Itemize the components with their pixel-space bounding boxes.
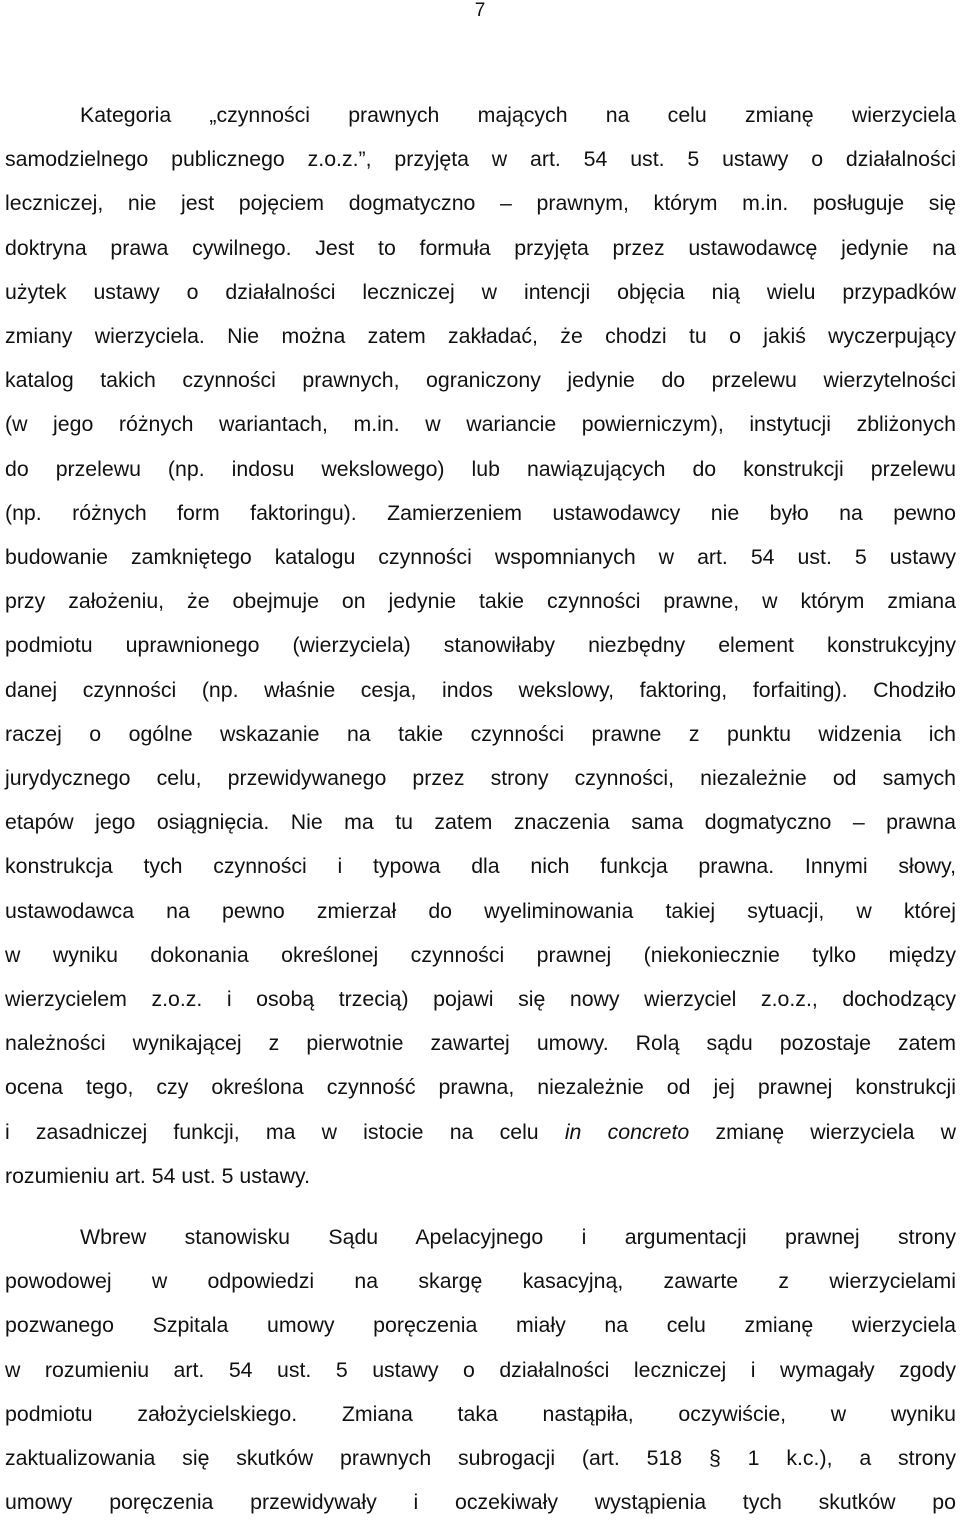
text-line: należności wynikającej z pierwotnie zawartej umowy. Rolą sądu pozostaje zatem [5, 1031, 956, 1056]
text-line: zmiany wierzyciela. Nie można zatem zakładać, że chodzi tu o jakiś wyczerpujący [5, 324, 956, 349]
text-line: powodowej w odpowiedzi na skargę kasacyjną, zawarte z wierzycielami [5, 1269, 956, 1294]
text-line: umowy poręczenia przewidywały i oczekiwały wystąpienia tych skutków po [5, 1490, 956, 1515]
text-line: rozumieniu art. 54 ust. 5 ustawy. [5, 1163, 310, 1188]
text-line: podmiotu założycielskiego. Zmiana taka nastąpiła, oczywiście, w wyniku [5, 1401, 956, 1426]
paragraph-1 [5, 93, 956, 1198]
text-line: przy założeniu, że obejmuje on jedynie takie czynności prawne, w którym zmiana [5, 589, 956, 614]
text-line: raczej o ogólne wskazanie na takie czynności prawne z punktu widzenia ich [5, 721, 956, 746]
page-number: 7 [474, 0, 486, 21]
text-line-with-italic [5, 1110, 956, 1154]
text-line: budowanie zamkniętego katalogu czynności wspomnianych w art. 54 ust. 5 ustawy [5, 545, 956, 570]
text-line: wierzycielem z.o.z. i osobą trzecią) pojawi się nowy wierzyciel z.o.z., dochodzący [5, 987, 956, 1012]
text-line: Kategoria „czynności prawnych mających na celu zmianę wierzyciela [80, 103, 956, 127]
text-line: pozwanego Szpitala umowy poręczenia miały na celu zmianę wierzyciela [5, 1313, 956, 1338]
italic-phrase: in concreto [564, 1119, 690, 1144]
line-segment: zmianę wierzyciela w [689, 1119, 956, 1144]
text-line: doktryna prawa cywilnego. Jest to formuła przyjęta przez ustawodawcę jedynie na [5, 235, 956, 260]
text-line: leczniczej, nie jest pojęciem dogmatyczno – prawnym, którym m.in. posługuje się [5, 191, 956, 216]
text-line: samodzielnego publicznego z.o.z.”, przyjęta w art. 54 ust. 5 ustawy o działalności [5, 147, 956, 172]
text-line: podmiotu uprawnionego (wierzyciela) stanowiłaby niezbędny element konstrukcyjny [5, 633, 956, 658]
paragraph-2 [5, 1215, 956, 1524]
text-line: ustawodawca na pewno zmierzał do wyeliminowania takiej sytuacji, w której [5, 898, 956, 923]
text-line: do przelewu (np. indosu wekslowego) lub nawiązujących do konstrukcji przelewu [5, 456, 956, 481]
text-line: Wbrew stanowisku Sądu Apelacyjnego i argumentacji prawnej strony [80, 1225, 956, 1249]
text-line: etapów jego osiągnięcia. Nie ma tu zatem znaczenia sama dogmatyczno – prawna [5, 810, 956, 835]
text-line: w rozumieniu art. 54 ust. 5 ustawy o działalności leczniczej i wymagały zgody [5, 1357, 956, 1382]
text-line: w wyniku dokonania określonej czynności prawnej (niekoniecznie tylko między [5, 942, 956, 967]
text-line: jurydycznego celu, przewidywanego przez strony czynności, niezależnie od samych [5, 766, 956, 791]
text-line: użytek ustawy o działalności leczniczej w intencji objęcia nią wielu przypadków [5, 279, 956, 304]
text-line: zaktualizowania się skutków prawnych subrogacji (art. 518 § 1 k.c.), a strony [5, 1446, 956, 1471]
text-line: (np. różnych form faktoringu). Zamierzeniem ustawodawcy nie było na pewno [5, 500, 956, 525]
text-line: katalog takich czynności prawnych, ograniczony jedynie do przelewu wierzytelności [5, 368, 956, 393]
text-line: danej czynności (np. właśnie cesja, indos wekslowy, faktoring, forfaiting). Chodziło [5, 677, 956, 702]
text-line: (w jego różnych wariantach, m.in. w wariancie powierniczym), instytucji zbliżonych [5, 412, 956, 437]
text-line: ocena tego, czy określona czynność prawna, niezależnie od jej prawnej konstrukcji [5, 1075, 956, 1100]
line-segment: i zasadniczej funkcji, ma w istocie na celu [5, 1119, 565, 1144]
text-line: konstrukcja tych czynności i typowa dla nich funkcja prawna. Innymi słowy, [5, 854, 956, 879]
